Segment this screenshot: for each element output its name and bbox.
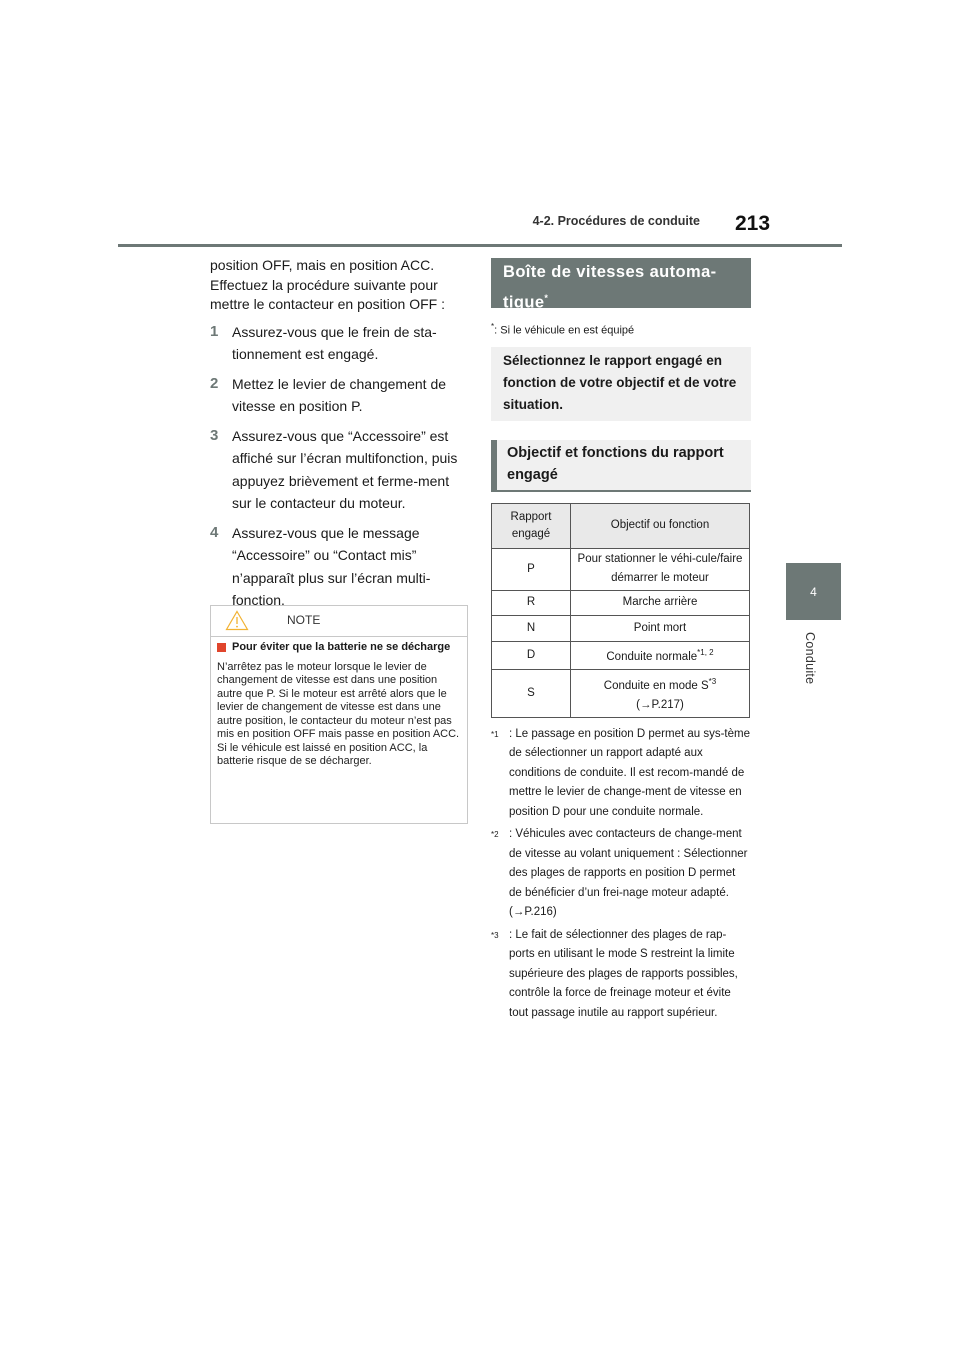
- table-header: Objectif ou fonction: [571, 503, 750, 548]
- procedure-step: [210, 425, 472, 515]
- function-text: Conduite en mode S: [603, 679, 709, 692]
- function-cell: Pour stationner le véhi-cule/faire démarrer le moteur: [571, 548, 750, 590]
- note-subtitle-text: Pour éviter que la batterie ne se décharge: [232, 641, 451, 653]
- footnote-mark: [491, 926, 509, 1024]
- chapter-label: Conduite: [803, 632, 817, 685]
- step-number: 4: [210, 523, 219, 541]
- footnotes: [491, 725, 751, 1024]
- gear-table: [491, 503, 750, 718]
- equipment-footnote: [491, 322, 751, 337]
- footnote-mark-text: *3: [491, 930, 499, 940]
- left-column: [210, 256, 472, 619]
- chapter-tab[interactable]: 4: [786, 563, 841, 620]
- footnote: [491, 926, 751, 1024]
- table-row: [492, 548, 750, 590]
- step-text: Mettez le levier de changement de vitesse en position P.: [232, 375, 447, 414]
- footnote-mark: [491, 825, 509, 923]
- function-cell: Marche arrière: [571, 590, 750, 615]
- step-text: Assurez-vous que “Accessoire” est affiché sur l’écran multifonction, puis appuyez brièvement et ferme-ment sur le contacteur du moteur.: [232, 427, 458, 511]
- right-column: [491, 258, 751, 1026]
- step-text: Assurez-vous que le frein de sta-tionnement est engagé.: [232, 323, 437, 362]
- warning-triangle-icon: [225, 610, 249, 636]
- gear-cell: R: [492, 590, 571, 615]
- footnote-mark: *: [491, 322, 495, 331]
- page-number: 213: [735, 212, 771, 235]
- note-body: [211, 637, 467, 769]
- table-row: [492, 641, 750, 669]
- page-reference-link[interactable]: (→P.217): [636, 698, 684, 711]
- step-number: 2: [210, 374, 219, 392]
- note-text: N’arrêtez pas le moteur lorsque le levier de changement de vitesse est dans une position autre que P. Si le moteur est arrêté alors que le levier de changement de vitesse est dans une autre position, le contacteur du moteur n’est pas mis en position OFF mais passe en position ACC. Si le véhicule est laissé en position ACC, la batterie risque de se décharger.: [217, 660, 460, 767]
- footnote-mark-text: *2: [491, 830, 499, 840]
- square-bullet-icon: [217, 643, 226, 652]
- banner-title: Boîte de vitesses automa-tique: [503, 263, 717, 312]
- footnote-text: : Le fait de sélectionner des plages de rap-ports en utilisant le mode S restreint la limite supérieure des plages de rapports possibles, contrôle la force de freinage moteur et évite tout passage inutile au rapport supérieur.: [509, 928, 738, 1019]
- note-subtitle: [217, 641, 461, 655]
- footnote-text: : Le passage en position D permet au sys-tème de sélectionner un rapport adapté aux conditions de conduite. Il est recom-mandé de mettre le levier de change-ment de vitesse en position D pour une conduite normale.: [509, 727, 750, 818]
- table-row: [492, 590, 750, 615]
- function-mark: *1, 2: [697, 648, 714, 658]
- function-cell: Point mort: [571, 615, 750, 641]
- table-header: Rapport engagé: [492, 503, 571, 548]
- subsection-title: Objectif et fonctions du rapport engagé: [497, 440, 751, 490]
- procedure-step: [210, 373, 472, 418]
- section-header: 4-2. Procédures de conduite: [532, 214, 700, 228]
- banner-mark: *: [544, 293, 549, 303]
- gear-cell: S: [492, 669, 571, 717]
- procedure-step: [210, 522, 472, 612]
- summary-box: Sélectionnez le rapport engagé en fonction de votre objectif et de votre situation.: [491, 347, 751, 421]
- footnote-text: : Si le véhicule en est équipé: [494, 324, 635, 337]
- header-rule: [118, 244, 842, 247]
- function-cell: [571, 641, 750, 669]
- step-text: Assurez-vous que le message “Accessoire” ou “Contact mis” n’apparaît plus sur l’écran multi-fonction.: [232, 524, 431, 608]
- section-banner: [491, 258, 751, 312]
- table-header-row: [492, 503, 750, 548]
- footnote: [491, 825, 751, 923]
- gear-cell: N: [492, 615, 571, 641]
- footnote: [491, 725, 751, 823]
- footnote-text: : Véhicules avec contacteurs de change-ment de vitesse au volant uniquement : Sélectionner des plages de rapports en position D permet de bénéficier d’un frei-nage moteur adapté. (→P.216): [509, 828, 748, 919]
- gear-cell: P: [492, 548, 571, 590]
- note-box: [210, 605, 468, 824]
- function-text: Conduite normale: [606, 651, 698, 664]
- function-mark: *3: [708, 676, 717, 686]
- intro-paragraph: position OFF, mais en position ACC. Effectuez la procédure suivante pour mettre le contacteur en position OFF :: [210, 257, 445, 312]
- step-number: 3: [210, 426, 219, 444]
- subsection-header: [491, 440, 751, 492]
- footnote-mark: [491, 725, 509, 823]
- note-title: NOTE: [287, 613, 321, 627]
- function-cell: [571, 669, 750, 717]
- table-row: [492, 615, 750, 641]
- step-number: 1: [210, 322, 219, 340]
- table-row: [492, 669, 750, 717]
- footnote-mark-text: *1: [491, 729, 499, 739]
- gear-cell: D: [492, 641, 571, 669]
- note-header: [211, 606, 467, 637]
- procedure-step: [210, 321, 472, 366]
